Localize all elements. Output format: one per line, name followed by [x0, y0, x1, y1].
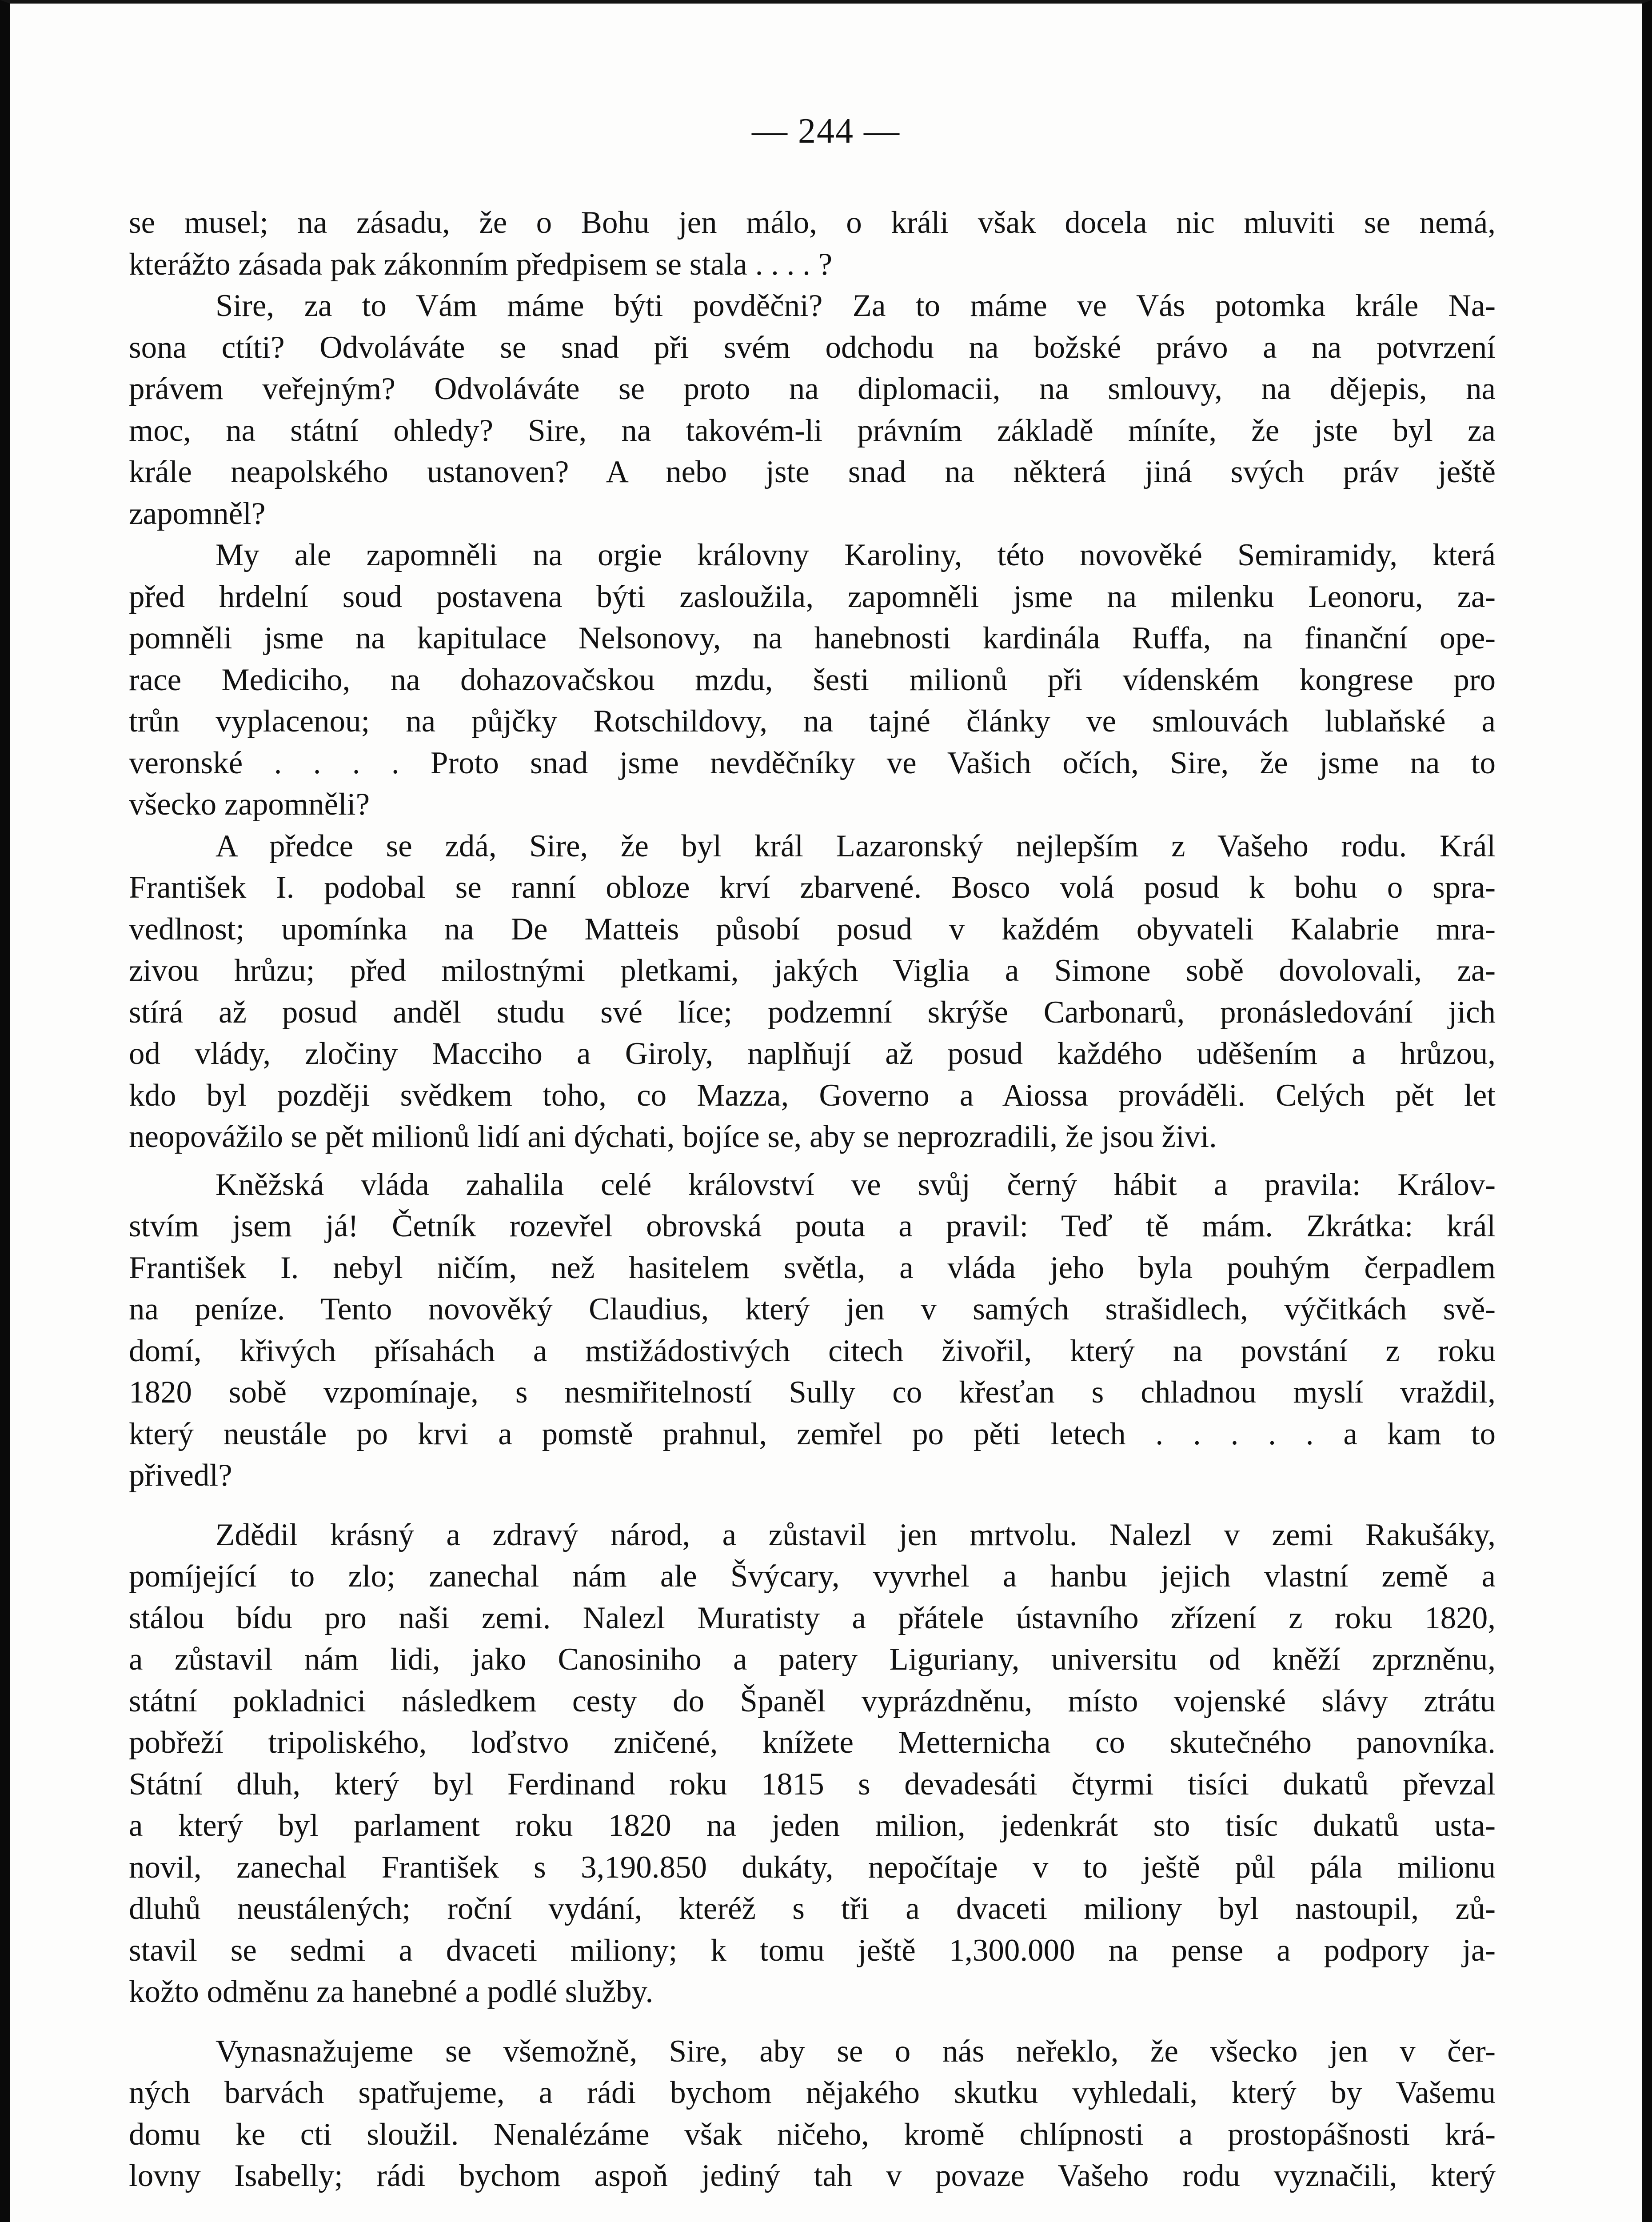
text-line: Kněžská vláda zahalila celé království ve svůj černý hábit a pravila: Králov-: [215, 1167, 1496, 1202]
text-line: všecko zapomněli?: [129, 787, 370, 822]
text-line: A předce se zdá, Sire, že byl král Lazaronský nejlepším z Vašeho rodu. Král: [215, 828, 1496, 863]
page-number: — 244 —: [752, 112, 900, 151]
paragraph-7: [129, 2031, 1496, 2197]
text-line: od vlády, zločiny Macciho a Giroly, naplňují až posud každého uděšením a hrůzou,: [129, 1036, 1496, 1071]
paragraph-5: [129, 1164, 1496, 1497]
paragraph-2: [129, 285, 1496, 535]
text-line: kdo byl později svědkem toho, co Mazza, Governo a Aiossa prováděli. Celých pět let: [129, 1078, 1496, 1113]
paragraph-4: [129, 826, 1496, 1158]
paragraph-3: [129, 535, 1496, 826]
text-line: Vynasnažujeme se všemožně, Sire, aby se o nás neřeklo, že všecko jen v čer-: [215, 2034, 1496, 2069]
text-line: vedlnost; upomínka na De Matteis působí posud v každém obyvateli Kalabrie mra-: [129, 911, 1496, 947]
text-line: pomíjející to zlo; zanechal nám ale Švýcary, vyvrhel a hanbu jejich vlastní země a: [129, 1559, 1496, 1594]
text-line: Státní dluh, který byl Ferdinand roku 1815 s devadesáti čtyrmi tisíci dukatů převzal: [129, 1766, 1496, 1802]
text-line: lovny Isabelly; rádi bychom aspoň jediný tah v povaze Vašeho rodu vyznačili, který: [129, 2158, 1496, 2193]
text-line: stírá až posud anděl studu své líce; podzemní skrýše Carbonarů, pronásledování jich: [129, 995, 1496, 1030]
text-line: kterážto zásada pak zákonním předpisem se stala . . . . ?: [129, 247, 833, 282]
text-line: race Mediciho, na dohazovačskou mzdu, šesti milionů při vídenském kongrese pro: [129, 662, 1496, 697]
text-line: moc, na státní ohledy? Sire, na takovém-li právním základě míníte, že jste byl za: [129, 413, 1496, 448]
text-line: před hrdelní soud postavena býti zasloužila, zapomněli jsme na milenku Leonoru, za-: [129, 579, 1496, 614]
text-line: a který byl parlament roku 1820 na jeden milion, jedenkrát sto tisíc dukatů usta-: [129, 1808, 1496, 1843]
text-line: a zůstavil nám lidi, jako Canosiniho a patery Liguriany, universitu od kněží zprzněnu,: [129, 1642, 1496, 1677]
text-line: zivou hrůzu; před milostnými pletkami, jakých Viglia a Simone sobě dovolovali, za-: [129, 953, 1496, 988]
text-line: stvím jsem já! Četník rozevřel obrovská pouta a pravil: Teď tě mám. Zkrátka: král: [129, 1209, 1496, 1243]
text-line: na peníze. Tento novověký Claudius, který jen v samých strašidlech, výčitkách svě-: [129, 1292, 1496, 1327]
text-line: krále neapolského ustanoven? A nebo jste snad na některá jiná svých práv ještě: [129, 455, 1496, 489]
paragraph-6: [129, 1515, 1496, 2013]
text-line: František I. podobal se ranní obloze krví zbarvené. Bosco volá posud k bohu o spra-: [129, 870, 1496, 905]
text-line: Sire, za to Vám máme býti povděčni? Za to máme ve Vás potomka krále Na-: [215, 288, 1496, 323]
text-line: ných barvách spatřujeme, a rádi bychom nějakého skutku vyhledali, který by Vašemu: [129, 2075, 1496, 2110]
text-line: 1820 sobě vzpomínaje, s nesmiřitelností Sully co křesťan s chladnou myslí vraždil,: [129, 1375, 1496, 1410]
text-line: kožto odměnu za hanebné a podlé služby.: [129, 1974, 654, 2009]
text-line: stavil se sedmi a dvaceti miliony; k tomu ještě 1,300.000 na pense a podpory ja-: [129, 1933, 1496, 1968]
text-line: pobřeží tripoliského, loďstvo zničené, knížete Metternicha co skutečného panovníka.: [129, 1725, 1496, 1760]
text-line: se musel; na zásadu, že o Bohu jen málo, o králi však docela nic mluviti se nemá,: [129, 205, 1496, 240]
text-line: přivedl?: [129, 1458, 232, 1493]
paragraph-1: [129, 202, 1496, 285]
text-line: dluhů neustálených; roční vydání, kteréž s tři a dvaceti miliony byl nastoupil, zů-: [129, 1891, 1496, 1926]
text-line: Zdědil krásný a zdravý národ, a zůstavil jen mrtvolu. Nalezl v zemi Rakušáky,: [215, 1517, 1496, 1552]
text-line: trůn vyplacenou; na půjčky Rotschildovy, na tajné články ve smlouvách lublaňské a: [129, 704, 1496, 739]
text-line: domí, křivých přísahách a mstižádostivých citech živořil, který na povstání z roku: [129, 1333, 1496, 1368]
text-line: právem veřejným? Odvoláváte se proto na diplomacii, na smlouvy, na dějepis, na: [129, 372, 1496, 406]
text-line: sona ctíti? Odvoláváte se snad při svém odchodu na božské právo a na potvrzení: [129, 330, 1496, 365]
text-line: který neustále po krvi a pomstě prahnul, zemřel po pěti letech . . . . . a kam to: [129, 1416, 1496, 1451]
text-line: My ale zapomněli na orgie královny Karoliny, této novověké Semiramidy, která: [215, 538, 1496, 572]
text-line: František I. nebyl ničím, než hasitelem světla, a vláda jeho byla pouhým čerpadlem: [129, 1250, 1496, 1285]
text-line: státní pokladnici následkem cesty do Španěl vyprázdněnu, místo vojenské slávy ztrátu: [129, 1683, 1496, 1718]
text-line: novil, zanechal František s 3,190.850 dukáty, nepočítaje v to ještě půl pála milionu: [129, 1850, 1496, 1885]
text-line: zapomněl?: [129, 496, 266, 531]
text-body: [129, 202, 1496, 2197]
text-line: stálou bídu pro naši zemi. Nalezl Muratisty a přátele ústavního zřízení z roku 1820,: [129, 1600, 1496, 1635]
text-line: neopovážilo se pět milionů lidí ani dýchati, bojíce se, aby se neprozradili, že jsou živi.: [129, 1119, 1217, 1154]
text-line: veronské . . . . Proto snad jsme nevděčníky ve Vašich očích, Sire, že jsme na to: [129, 745, 1496, 780]
text-line: domu ke cti sloužil. Nenalézáme však ničeho, kromě chlípnosti a prostopášnosti krá-: [129, 2117, 1496, 2152]
text-line: pomněli jsme na kapitulace Nelsonovy, na hanebnosti kardinála Ruffa, na finanční ope-: [129, 621, 1496, 655]
